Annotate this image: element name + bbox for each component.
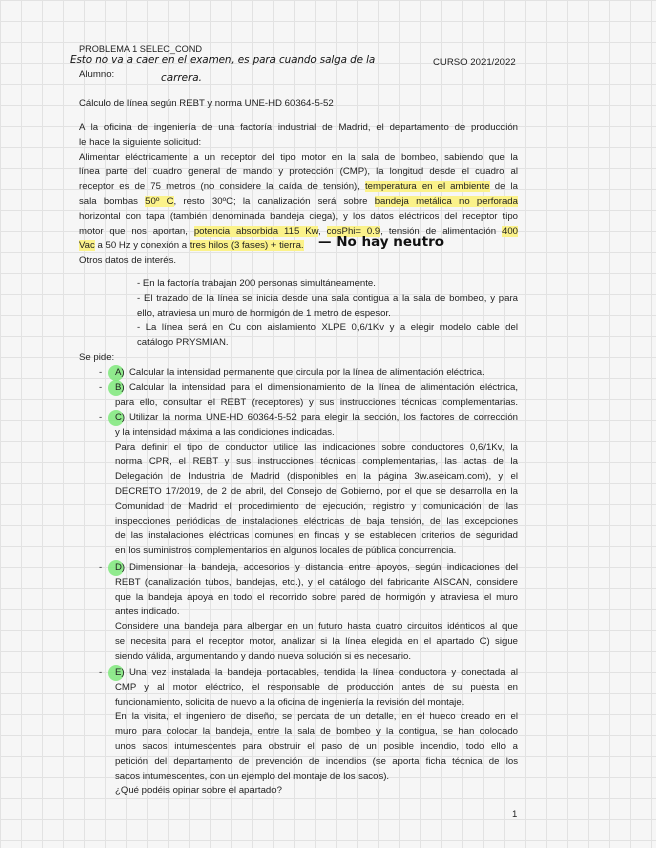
question-line: funcionamiento, solicita de nuevo a la oficina de ingeniería la revisión del montaje. [115,696,465,708]
intro-line [79,180,518,195]
question-line: y la intensidad máxima a las condiciones indicadas. [115,426,335,438]
intro-text: de la [489,181,518,193]
data-line: ello, atraviesa un muro de hormigón de 1 metro de espesor. [137,307,391,319]
student-label: Alumno: [79,69,115,80]
question-line: REBT (canalización tubos, bandejas, etc.), y el catálogo del fabricante AISCAN, considere [115,576,518,588]
question-e-label: E) [115,667,125,678]
handwritten-note-line2: carrera. [161,72,202,84]
question-line: unos sacos intumescentes para obstruir el paso de un posible incendio, todo ello a [115,740,518,752]
highlight-temperature: temperatura en el ambiente [365,181,490,193]
intro-line-10: Otros datos de interés. [79,255,177,267]
question-c-text [115,411,518,559]
intro-text: motor que nos aportan, [79,225,194,237]
highlight-tray: bandeja metálica no perforada [374,195,518,207]
data-line: catálogo PRYSMIAN. [137,337,229,349]
question-line: Calcular la intensidad para el dimensionamiento de la línea de alimentación eléctrica, [129,382,518,393]
question-line: Utilizar la norma UNE-HD 60364-5-52 para elegir la sección, los factores de corrección [129,412,518,423]
intro-line: A la oficina de ingeniería de una factoría industrial de Madrid, el departamento de producción [79,122,518,133]
handwritten-no-neutral: — No hay neutro [318,234,445,250]
data-item-1: - En la factoría trabajan 200 personas simultáneamente. [137,278,376,289]
question-line: siendo válida, argumentando y dando nueva solución si es necesario. [115,650,412,662]
question-line: DECRETO 17/2019, de 2 de abril, del Consejo de Gobierno, por el que se desarrolla en la [115,485,518,497]
question-line: ¿Qué podéis opinar sobre el apartado? [115,785,282,797]
question-line: inspecciones periódicas de instalaciones eléctricas de baja tensión, de las excepciones [115,515,518,527]
dash: - [99,412,103,423]
highlight-power: potencia absorbida 115 Kw [193,225,319,237]
intro-paragraph [79,121,518,239]
highlight-cosphi: cosPhi= 0.9 [326,225,381,237]
page-number: 1 [512,809,518,820]
intro-text: , [318,225,327,237]
question-line: norma CPR, el REBT y sus instrucciones técnicas complementarias, las actas de la [115,456,518,468]
highlight-three-wires: tres hilos (3 fases) + tierra. [189,240,304,252]
question-line: antes indicado. [115,606,180,618]
question-line: petición del departamento de prevención de incendios (se aporta ficha técnica de los [115,755,518,767]
data-line: - La línea será en Cu con aislamiento XLPE 0,6/1Kv y a elegir modelo cable del [137,322,518,334]
question-line: que la bandeja apoya en todo el recorrido sobre pared de hormigón y atraviesa el muro [115,591,518,603]
question-e-text [115,666,518,799]
question-line: CMP y al motor eléctrico, el responsable de producción antes de su puesta en [115,681,518,693]
question-line: Dimensionar la bandeja, accesorios y distancia entre apoyos, según indicaciones del [129,562,518,573]
intro-text: , tensión de alimentación [380,225,502,237]
handwritten-note-line1: Esto no va a caer en el examen, es para cuando salga de la [70,54,376,66]
highlight-400: 400 [502,225,519,237]
question-line: Comunidad de Madrid el procedimiento de ejecución, registro y comunicación de las [115,500,518,512]
document-title: Cálculo de línea según REBT y norma UNE-HD 60364-5-52 [79,98,334,109]
highlight-vac: Vac [79,240,95,252]
question-a-label: A) [115,367,125,378]
intro-line: línea parte del cuadro general de mando y protección (CMP), la longitud desde el cuadro al [79,166,518,178]
ask-label: Se pide: [79,352,115,363]
question-a-text: Calcular la intensidad permanente que circula por la línea de alimentación eléctrica. [129,367,485,378]
intro-line [79,195,518,210]
data-line: - El trazado de la línea se inicia desde una sala contigua a la sala de bombeo, y para [137,292,518,304]
intro-line [79,225,518,240]
question-b-text [115,381,518,411]
question-c-label: C) [115,412,126,423]
question-line: se necesita para el receptor motor, analizar si la línea elegida en el apartado C) sigue [115,635,518,647]
data-item-2 [137,292,518,351]
question-line: Para definir el tipo de conductor utilice las indicaciones sobre conductores 0,6/1Kv, la [115,441,518,453]
intro-line: horizontal con tapa (también denominada bandeja ciega), y los datos eléctricos del receptor tipo [79,210,518,222]
problem-heading: PROBLEMA 1 SELEC_COND [79,44,203,54]
question-line: para ello, consultar el REBT (receptores) y sus instrucciones técnicas complementarias. [115,396,518,408]
dash: - [99,562,103,573]
question-line: sacos intumescentes, con un ejemplo del montaje de los sacos). [115,770,390,782]
intro-text: , resto 30ºC; la canalización será sobre [173,195,375,207]
question-line: muro para colocar la bandeja, entre la sala de bombeo y la contigua, se han colocado [115,726,518,738]
intro-line: Alimentar eléctricamente a un receptor del tipo motor en la sala de bombeo, sabiendo que la [79,151,518,163]
dash: - [99,382,103,393]
question-line: En la visita, el ingeniero de diseño, se percata de un detalle, en el hueco creado en el [115,711,518,723]
highlight-50c: 50º C [145,195,174,207]
intro-text: receptor es de 75 metros (no considere la caída de tensión), [79,181,365,193]
question-d-label: D) [115,562,126,573]
question-d-text [115,561,518,665]
question-line: Delegación de Industria de Madrid (disponibles en la página 3w.aseicam.com), y el [115,471,518,483]
question-line: Una vez instalada la bandeja portacables, tendida la línea conductora y conectada al [129,667,518,678]
dash: - [99,667,103,678]
intro-line: le hace la siguiente solicitud: [79,136,202,148]
intro-text: a 50 Hz y conexión a [94,240,190,252]
question-b-label: B) [115,382,125,393]
question-line: de las instalaciones eléctricas comunes en fincas y se establecen criterios de seguridad [115,530,518,542]
question-line: en los suministros complementarios en algunos locales de pública concurrencia. [115,545,457,557]
question-line: Considere una bandeja para albergar en un futuro hasta cuatro circuitos idénticos al que [115,621,518,633]
intro-text: sala bombas [79,195,146,207]
intro-line-9 [79,239,304,254]
dash: - [99,367,103,378]
course-label: CURSO 2021/2022 [433,57,516,68]
